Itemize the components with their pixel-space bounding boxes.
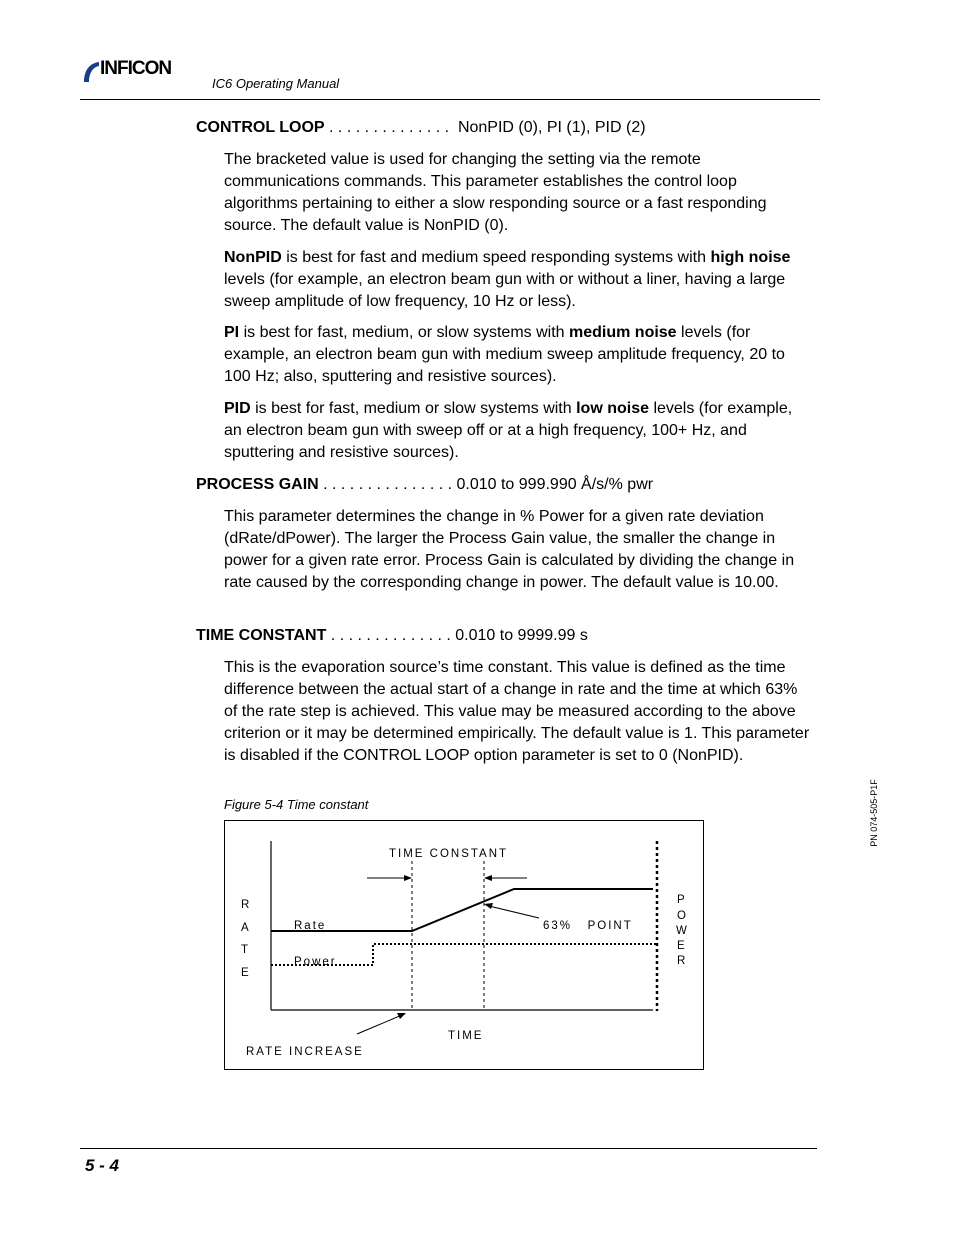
power-axis-letter: E (677, 940, 685, 952)
param-value: 0.010 to 9999.99 s (455, 627, 588, 644)
rate-axis-letter: R (241, 899, 250, 911)
process-gain-paragraph: This parameter determines the change in % Power for a given rate deviation (dRate/dPower). The larger the Process Gain value, the smaller the change in power for a given rate error. Process Gain is calculated by dividing the change in rate caused by the corresponding change in power. The default value is 10.00. (224, 508, 795, 591)
page-number: 5 - 4 (85, 1156, 120, 1175)
time-constant-arrowhead-left (404, 875, 412, 881)
power-axis-letter: W (676, 925, 687, 937)
pi-paragraph (224, 322, 814, 388)
time-axis-label: TIME (448, 1030, 484, 1042)
param-name: CONTROL LOOP (196, 119, 325, 136)
term: NonPID (224, 249, 282, 266)
param-value: 0.010 to 999.990 Å/s/% pwr (456, 476, 654, 493)
term: PID (224, 400, 251, 417)
text: is best for fast and medium speed responding systems with (281, 249, 711, 266)
param-dots: . . . . . . . . . . . . . . (324, 119, 450, 136)
process-gain-heading (196, 474, 653, 496)
control-loop-intro: The bracketed value is used for changing the setting via the remote communications commands. This parameter establishes the control loop algorithms pertaining to either a slow responding source or a fast responding source. The default value is NonPID (0). (224, 151, 767, 234)
brand-name: INFICON (100, 58, 172, 79)
text: is best for fast, medium or slow systems with (250, 400, 577, 417)
param-dots: . . . . . . . . . . . . . . . (318, 476, 453, 493)
emphasis: high noise (710, 249, 791, 266)
control-loop-heading (196, 117, 646, 139)
param-name: PROCESS GAIN (196, 476, 319, 493)
power-curve-label: Power (294, 956, 337, 968)
rate-axis-letter: T (241, 944, 249, 956)
figure-caption: Figure 5-4 Time constant (224, 797, 369, 812)
rate-curve-label: Rate (294, 920, 327, 932)
time-constant-label: TIME CONSTANT (389, 848, 509, 860)
emphasis: medium noise (569, 324, 677, 341)
footer-rule (80, 1148, 817, 1149)
text: is best for fast, medium, or slow systems with (239, 324, 569, 341)
nonpid-paragraph (224, 247, 814, 313)
point-label: 63% POINT (543, 920, 633, 932)
point-arrowhead (484, 903, 493, 909)
text: levels (for example, an electron beam gun with medium sweep amplitude frequency, 20 to 100 Hz; also, sputtering and resistive sources). (224, 324, 785, 385)
text: levels (for example, an electron beam gun with or without a liner, having a large sweep amplitude of low frequency, 10 Hz or less). (224, 271, 786, 310)
text: levels (for example, an electron beam gun with sweep off or at a high frequency, 100+ Hz, and sputtering and resistive sources). (224, 400, 793, 461)
power-axis-letter: R (677, 955, 686, 967)
inficon-logo-icon (82, 60, 102, 84)
rate-increase-arrow (357, 1015, 402, 1034)
pid-paragraph (224, 398, 814, 464)
time-constant-heading (196, 625, 588, 647)
power-axis-letter: P (677, 894, 685, 906)
time-constant-diagram (225, 821, 702, 1068)
term: PI (224, 324, 240, 341)
param-value: NonPID (0), PI (1), PID (2) (457, 119, 646, 136)
param-name: TIME CONSTANT (196, 627, 327, 644)
power-axis-letter: O (677, 910, 686, 922)
time-constant-paragraph: This is the evaporation source’s time constant. This value is defined as the time difference between the actual start of a change in rate and the time at which 63% of the rate step is achieved. This value may be measured according to the above criterion or it may be determined empirically. The default value is 1. This parameter is disabled if the CONTROL LOOP option parameter is set to 0 (NonPID). (224, 659, 810, 764)
part-number: PN 074-505-P1F (869, 779, 879, 847)
emphasis: low noise (576, 400, 649, 417)
header-rule (80, 99, 820, 100)
rate-axis-letter: A (241, 922, 249, 934)
rate-axis-letter: E (241, 967, 249, 979)
rate-increase-label: RATE INCREASE (246, 1046, 364, 1058)
point-arrow (489, 906, 539, 918)
time-constant-arrowhead-right (484, 875, 492, 881)
param-dots: . . . . . . . . . . . . . . (326, 627, 451, 644)
document-title: IC6 Operating Manual (212, 76, 340, 91)
figure-frame (224, 820, 704, 1070)
